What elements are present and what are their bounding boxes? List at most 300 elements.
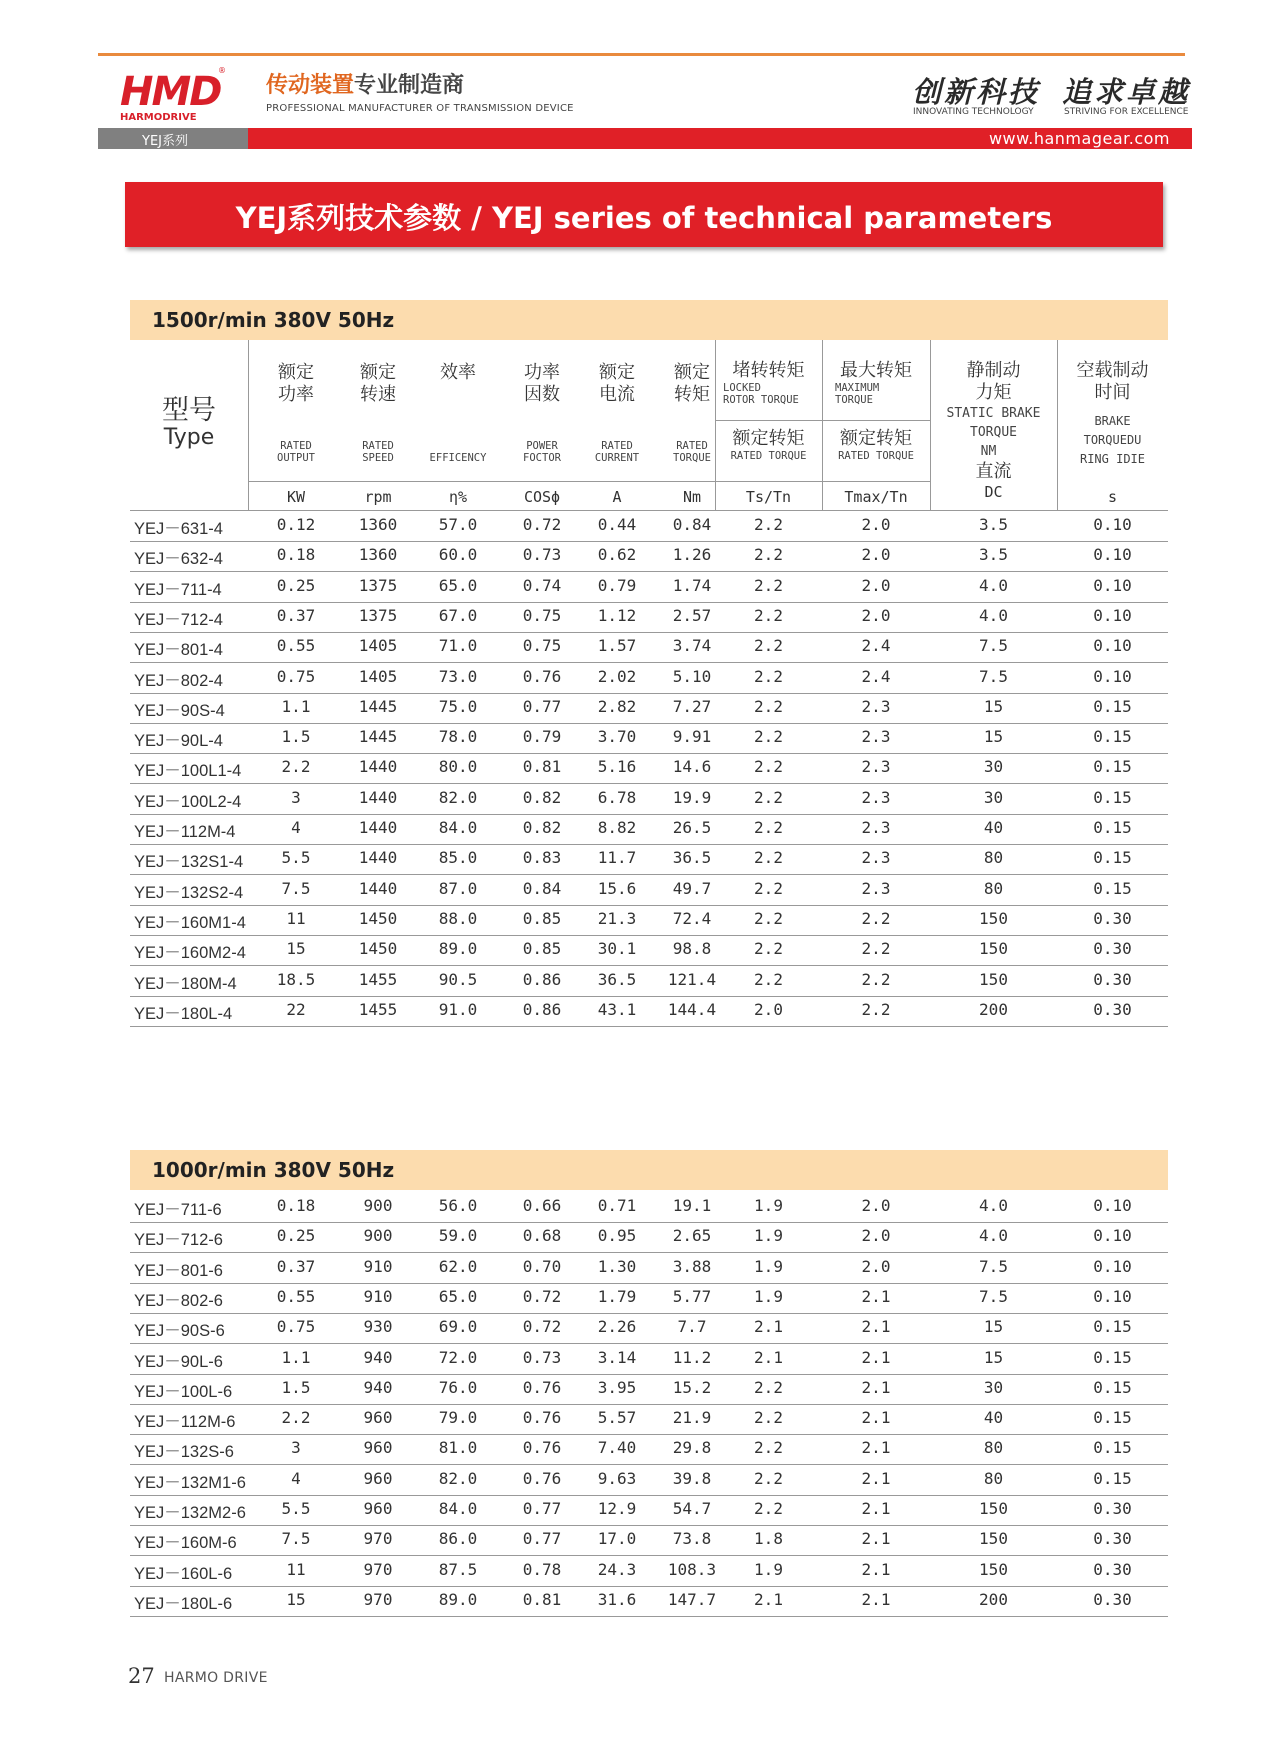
model-cell: YEJ－180L-6 bbox=[134, 1594, 233, 1613]
value-cell: 2.4 bbox=[861, 636, 891, 656]
unit-cos: COSϕ bbox=[523, 488, 561, 506]
value-cell: 2.1 bbox=[861, 1438, 891, 1458]
value-cell: 2.2 bbox=[754, 787, 783, 807]
value-cell: 15.2 bbox=[672, 1377, 712, 1397]
unit-kw: KW bbox=[286, 488, 306, 506]
value-cell: 5.57 bbox=[597, 1408, 637, 1428]
model-cell: YEJ－100L-6 bbox=[134, 1382, 233, 1401]
logo-text: HMD bbox=[120, 69, 221, 115]
value-cell: 0.30 bbox=[1093, 1589, 1132, 1609]
value-cell: 15 bbox=[286, 939, 306, 959]
value-cell: 0.15 bbox=[1093, 696, 1132, 716]
value-cell: 1.30 bbox=[597, 1256, 637, 1276]
value-cell: 85.0 bbox=[438, 848, 478, 868]
value-cell: 81.0 bbox=[438, 1438, 478, 1458]
table-row bbox=[130, 723, 1168, 754]
value-cell: 75.0 bbox=[438, 696, 478, 716]
value-cell: 0.18 bbox=[276, 545, 316, 565]
value-cell: 0.10 bbox=[1093, 1196, 1132, 1215]
value-cell: 17.0 bbox=[597, 1529, 637, 1549]
value-cell: 7.5 bbox=[281, 1529, 311, 1549]
value-cell: 0.82 bbox=[522, 818, 562, 837]
value-cell: 1440 bbox=[358, 818, 398, 837]
col-header-max-torque: 最大转矩 MAXIMUM TORQUE bbox=[835, 360, 912, 406]
value-cell: 900 bbox=[363, 1226, 393, 1246]
table-row bbox=[130, 966, 1168, 997]
value-cell: 1445 bbox=[358, 727, 398, 747]
table-row bbox=[130, 1586, 1168, 1617]
value-cell: 200 bbox=[979, 1589, 1008, 1609]
value-cell: 0.15 bbox=[1093, 1408, 1132, 1428]
value-cell: 0.83 bbox=[522, 848, 562, 868]
value-cell: 0.72 bbox=[522, 515, 562, 534]
value-cell: 0.18 bbox=[276, 1196, 316, 1215]
value-cell: 36.5 bbox=[672, 848, 712, 868]
table-row bbox=[130, 844, 1168, 875]
slogan-chinese bbox=[266, 73, 464, 99]
value-cell: 0.30 bbox=[1093, 999, 1132, 1019]
value-cell: 54.7 bbox=[672, 1499, 712, 1518]
value-cell: 21.3 bbox=[597, 908, 637, 928]
value-cell: 2.1 bbox=[861, 1347, 891, 1367]
value-cell: 2.1 bbox=[754, 1589, 783, 1609]
value-cell: 960 bbox=[363, 1408, 393, 1428]
value-cell: 4.0 bbox=[979, 575, 1008, 595]
value-cell: 11.2 bbox=[672, 1347, 712, 1367]
unit-amp: A bbox=[612, 488, 622, 506]
value-cell: 1.26 bbox=[672, 545, 712, 565]
value-cell: 2.2 bbox=[754, 848, 783, 868]
value-cell: 940 bbox=[363, 1377, 393, 1397]
model-cell: YEJ－712-6 bbox=[134, 1231, 223, 1250]
company-logo bbox=[120, 69, 224, 123]
col-header-torque: 额定 转矩 bbox=[674, 362, 710, 405]
value-cell: 1.9 bbox=[754, 1226, 783, 1246]
value-cell: 960 bbox=[363, 1468, 393, 1488]
value-cell: 76.0 bbox=[438, 1377, 478, 1397]
value-cell: 89.0 bbox=[438, 939, 478, 959]
value-cell: 2.1 bbox=[861, 1559, 891, 1579]
value-cell: 69.0 bbox=[438, 1317, 478, 1337]
value-cell: 22 bbox=[286, 999, 306, 1019]
value-cell: 14.6 bbox=[672, 757, 712, 777]
value-cell: 1.12 bbox=[597, 605, 637, 625]
value-cell: 0.37 bbox=[276, 1256, 316, 1276]
value-cell: 150 bbox=[979, 1529, 1008, 1549]
value-cell: 0.30 bbox=[1093, 939, 1132, 959]
model-cell: YEJ－132M2-6 bbox=[134, 1504, 246, 1522]
table-row bbox=[130, 753, 1168, 784]
model-cell: YEJ－132S2-4 bbox=[134, 883, 244, 902]
value-cell: 2.1 bbox=[861, 1377, 891, 1397]
value-cell: 84.0 bbox=[438, 818, 478, 837]
col-header-brake-time: 空载制动 时间 BRAKE TORQUEDU RING IDIE bbox=[1076, 360, 1149, 466]
value-cell: 0.15 bbox=[1093, 1377, 1132, 1397]
value-cell: 0.62 bbox=[597, 545, 637, 565]
value-cell: 59.0 bbox=[438, 1226, 478, 1246]
value-cell: 2.02 bbox=[597, 666, 637, 686]
value-cell: 1.57 bbox=[597, 636, 637, 656]
value-cell: 0.79 bbox=[597, 575, 637, 595]
value-cell: 0.10 bbox=[1093, 515, 1132, 534]
value-cell: 0.85 bbox=[522, 939, 562, 959]
value-cell: 150 bbox=[979, 939, 1008, 959]
value-cell: 65.0 bbox=[438, 1286, 478, 1306]
model-cell: YEJ－132S-6 bbox=[134, 1443, 234, 1462]
value-cell: 40 bbox=[983, 818, 1004, 837]
value-cell: 2.2 bbox=[754, 1377, 783, 1397]
value-cell: 0.75 bbox=[522, 605, 562, 625]
value-cell: 0.15 bbox=[1093, 818, 1132, 837]
value-cell: 0.81 bbox=[522, 1589, 562, 1609]
value-cell: 3.5 bbox=[979, 515, 1008, 534]
value-cell: 2.82 bbox=[597, 696, 637, 716]
table-row bbox=[130, 1253, 1168, 1284]
value-cell: 0.95 bbox=[597, 1226, 637, 1246]
model-cell: YEJ－160L-6 bbox=[134, 1564, 233, 1583]
type-header-en: Type bbox=[163, 425, 215, 450]
value-cell: 2.3 bbox=[861, 787, 891, 807]
value-cell: 0.15 bbox=[1093, 787, 1132, 807]
website-link[interactable]: www.hanmagear.com bbox=[988, 129, 1170, 148]
value-cell: 2.1 bbox=[861, 1286, 891, 1306]
value-cell: 1455 bbox=[358, 969, 398, 989]
table-row bbox=[130, 1192, 1168, 1223]
value-cell: 0.70 bbox=[522, 1256, 562, 1276]
motto-striving-en: STRIVING FOR EXCELLENCE bbox=[1064, 107, 1189, 117]
value-cell: 0.25 bbox=[276, 1226, 316, 1246]
type-header-cn: 型号 bbox=[162, 395, 216, 426]
model-cell: YEJ－802-6 bbox=[134, 1291, 223, 1310]
value-cell: 71.0 bbox=[438, 636, 478, 656]
table-row bbox=[130, 572, 1168, 603]
value-cell: 2.0 bbox=[861, 605, 891, 625]
value-cell: 0.74 bbox=[522, 575, 562, 595]
value-cell: 2.2 bbox=[861, 908, 891, 928]
table-row bbox=[130, 1222, 1168, 1253]
table-row bbox=[130, 1374, 1168, 1405]
value-cell: 150 bbox=[979, 908, 1008, 928]
value-cell: 0.37 bbox=[276, 605, 316, 625]
unit-ts-tn: Ts/Tn bbox=[745, 488, 792, 506]
table-row bbox=[130, 875, 1168, 906]
model-cell: YEJ－802-4 bbox=[134, 671, 223, 690]
value-cell: 57.0 bbox=[438, 515, 478, 534]
value-cell: 2.2 bbox=[754, 878, 783, 898]
value-cell: 5.16 bbox=[597, 757, 637, 777]
value-cell: 0.82 bbox=[522, 787, 562, 807]
model-cell: YEJ－90L-6 bbox=[134, 1352, 223, 1371]
value-cell: 1.5 bbox=[281, 727, 311, 747]
logo-subtext: HARMODRIVE bbox=[120, 112, 197, 123]
value-cell: 0.15 bbox=[1093, 1317, 1132, 1337]
col-header-output: 额定 功率 bbox=[278, 362, 314, 405]
value-cell: 7.27 bbox=[672, 696, 712, 716]
table-row bbox=[130, 602, 1168, 633]
value-cell: 0.76 bbox=[522, 1438, 562, 1458]
value-cell: 1.9 bbox=[754, 1256, 783, 1276]
model-cell: YEJ－160M-6 bbox=[134, 1534, 237, 1553]
registered-mark: ® bbox=[218, 66, 226, 75]
value-cell: 15 bbox=[983, 727, 1004, 747]
footer-brand: HARMO DRIVE bbox=[164, 1670, 268, 1686]
col-header-efficiency: 效率 bbox=[440, 362, 476, 383]
table-row bbox=[130, 663, 1168, 694]
col-header-static-brake: 静制动 力矩 STATIC BRAKE TORQUE NM 直流 DC bbox=[946, 360, 1041, 501]
value-cell: 150 bbox=[979, 1559, 1008, 1579]
value-cell: 0.10 bbox=[1093, 636, 1132, 656]
value-cell: 147.7 bbox=[667, 1589, 717, 1609]
value-cell: 65.0 bbox=[438, 575, 478, 595]
value-cell: 2.3 bbox=[861, 848, 891, 868]
model-cell: YEJ－712-4 bbox=[134, 610, 223, 629]
value-cell: 1360 bbox=[358, 515, 398, 534]
motto-innovating-en: INNOVATING TECHNOLOGY bbox=[913, 107, 1034, 117]
value-cell: 30 bbox=[983, 757, 1004, 777]
value-cell: 9.91 bbox=[672, 727, 712, 747]
value-cell: 0.76 bbox=[522, 1468, 562, 1488]
value-cell: 900 bbox=[363, 1196, 393, 1215]
value-cell: 2.0 bbox=[861, 575, 891, 595]
value-cell: 1.1 bbox=[281, 696, 311, 716]
value-cell: 19.9 bbox=[672, 787, 712, 807]
value-cell: 80 bbox=[983, 1438, 1004, 1458]
value-cell: 0.72 bbox=[522, 1317, 562, 1337]
value-cell: 1.79 bbox=[597, 1286, 637, 1306]
section-1000-bar bbox=[130, 1150, 1168, 1190]
value-cell: 0.30 bbox=[1093, 1499, 1132, 1518]
value-cell: 0.85 bbox=[522, 908, 562, 928]
value-cell: 2.4 bbox=[861, 666, 891, 686]
value-cell: 2.1 bbox=[754, 1317, 783, 1337]
value-cell: 0.68 bbox=[522, 1226, 562, 1246]
value-cell: 2.65 bbox=[672, 1226, 712, 1246]
top-rule bbox=[98, 53, 1185, 56]
value-cell: 0.15 bbox=[1093, 727, 1132, 747]
value-cell: 82.0 bbox=[438, 1468, 478, 1488]
value-cell: 960 bbox=[363, 1438, 393, 1458]
value-cell: 0.30 bbox=[1093, 969, 1132, 989]
model-cell: YEJ－160M2-4 bbox=[134, 944, 246, 963]
value-cell: 960 bbox=[363, 1499, 393, 1518]
value-cell: 79.0 bbox=[438, 1408, 478, 1428]
model-cell: YEJ－90S-4 bbox=[134, 701, 225, 720]
value-cell: 7.5 bbox=[281, 878, 311, 898]
value-cell: 2.2 bbox=[861, 939, 891, 959]
value-cell: 4.0 bbox=[979, 605, 1008, 625]
value-cell: 1440 bbox=[358, 878, 398, 898]
value-cell: 0.75 bbox=[522, 636, 562, 656]
value-cell: 3 bbox=[291, 787, 301, 807]
value-cell: 6.78 bbox=[597, 787, 637, 807]
col-header-speed: 额定 转速 bbox=[360, 362, 396, 405]
value-cell: 78.0 bbox=[438, 727, 478, 747]
value-cell: 73.0 bbox=[438, 666, 478, 686]
value-cell: 2.2 bbox=[754, 908, 783, 928]
value-cell: 80 bbox=[983, 848, 1004, 868]
table-row bbox=[130, 905, 1168, 936]
table-row bbox=[130, 1313, 1168, 1344]
value-cell: 1.5 bbox=[281, 1377, 311, 1397]
value-cell: 2.2 bbox=[754, 1499, 783, 1518]
value-cell: 0.76 bbox=[522, 666, 562, 686]
value-cell: 15.6 bbox=[597, 878, 637, 898]
value-cell: 2.2 bbox=[861, 999, 891, 1019]
value-cell: 970 bbox=[363, 1559, 393, 1579]
page-title: YEJ系列技术参数 / YEJ series of technical parameters bbox=[235, 201, 1053, 235]
table-row bbox=[130, 632, 1168, 663]
value-cell: 89.0 bbox=[438, 1589, 478, 1609]
model-cell: YEJ－112M-6 bbox=[134, 1413, 236, 1432]
value-cell: 39.8 bbox=[672, 1468, 712, 1488]
model-cell: YEJ－711-6 bbox=[134, 1201, 222, 1219]
value-cell: 2.0 bbox=[861, 515, 891, 534]
section-1500-bar bbox=[130, 300, 1168, 340]
value-cell: 0.86 bbox=[522, 999, 562, 1019]
value-cell: 0.15 bbox=[1093, 878, 1132, 898]
value-cell: 40 bbox=[983, 1408, 1004, 1428]
value-cell: 3.95 bbox=[597, 1377, 637, 1397]
value-cell: 0.71 bbox=[597, 1196, 637, 1215]
value-cell: 62.0 bbox=[438, 1256, 478, 1276]
table-row bbox=[130, 1495, 1168, 1526]
value-cell: 2.1 bbox=[754, 1347, 783, 1367]
table-row bbox=[130, 935, 1168, 966]
value-cell: 2.3 bbox=[861, 878, 891, 898]
value-cell: 0.25 bbox=[276, 575, 316, 595]
value-cell: 0.15 bbox=[1093, 1438, 1132, 1458]
value-cell: 2.2 bbox=[754, 605, 783, 625]
value-cell: 0.10 bbox=[1093, 605, 1132, 625]
value-cell: 1375 bbox=[358, 575, 398, 595]
value-cell: 7.40 bbox=[597, 1438, 637, 1458]
value-cell: 67.0 bbox=[438, 605, 478, 625]
value-cell: 72.4 bbox=[672, 908, 712, 928]
model-cell: YEJ－100L1-4 bbox=[134, 762, 242, 781]
table-header: 型号 Type 额定 功率 RATED OUTPUT KW 额定 转速 RATED SPEED rpm 效率 EFFICENCY η% 功率 因数 POWER FOCTOR COSϕ 额定 电流 RATED CURRENT A 额定 转矩 RATED TORQUE Nm 堵转转矩 LOCKED ROTOR TORQUE 额定转矩 RATED TORQUE Ts/Tn 最大转矩 MAXIMUM TORQUE 额定转矩 RATED TORQUE Tmax/Tn 静制动 力矩 STATIC BRAKE TORQUE NM 直流 DC 空载制动 时间 BRAKE TORQUEDU RING IDIE s bbox=[130, 340, 1168, 511]
value-cell: 11.7 bbox=[597, 848, 637, 868]
value-cell: 2.2 bbox=[754, 818, 783, 837]
model-cell: YEJ－100L2-4 bbox=[134, 792, 242, 811]
value-cell: 9.63 bbox=[597, 1468, 637, 1488]
value-cell: 0.10 bbox=[1093, 666, 1132, 686]
value-cell: 0.86 bbox=[522, 969, 562, 989]
value-cell: 2.2 bbox=[754, 575, 783, 595]
model-cell: YEJ－90L-4 bbox=[134, 732, 223, 751]
col-header-current: 额定 电流 bbox=[599, 362, 635, 405]
table-row bbox=[130, 511, 1168, 542]
value-cell: 29.8 bbox=[672, 1438, 712, 1458]
value-cell: 80 bbox=[983, 878, 1004, 898]
website-bar bbox=[248, 128, 1192, 149]
value-cell: 1405 bbox=[358, 666, 398, 686]
value-cell: 1445 bbox=[358, 696, 398, 716]
col-header-power-factor: 功率 因数 bbox=[524, 362, 560, 405]
value-cell: 0.10 bbox=[1093, 1286, 1132, 1306]
col-header-locked-torque: 堵转转矩 LOCKED ROTOR TORQUE bbox=[723, 360, 805, 406]
value-cell: 1.1 bbox=[281, 1347, 311, 1367]
value-cell: 4.0 bbox=[979, 1226, 1008, 1246]
value-cell: 144.4 bbox=[667, 999, 717, 1019]
value-cell: 0.55 bbox=[276, 636, 316, 656]
unit-seconds: s bbox=[1107, 488, 1118, 506]
value-cell: 2.26 bbox=[597, 1317, 637, 1337]
series-tab-label: YEJ系列 bbox=[142, 134, 188, 149]
value-cell: 11 bbox=[286, 1559, 306, 1579]
value-cell: 72.0 bbox=[438, 1347, 478, 1367]
model-cell: YEJ－631-4 bbox=[134, 520, 223, 538]
value-cell: 930 bbox=[363, 1317, 393, 1337]
value-cell: 7.5 bbox=[979, 1286, 1008, 1306]
motto-striving-cn: 追求卓越 bbox=[1062, 75, 1191, 109]
table-row bbox=[130, 1525, 1168, 1556]
value-cell: 3.88 bbox=[672, 1256, 712, 1276]
value-cell: 5.5 bbox=[281, 848, 311, 868]
table-row bbox=[130, 1283, 1168, 1314]
value-cell: 970 bbox=[363, 1529, 393, 1549]
value-cell: 12.9 bbox=[597, 1499, 637, 1518]
value-cell: 7.5 bbox=[979, 636, 1008, 656]
value-cell: 2.57 bbox=[672, 605, 712, 625]
value-cell: 31.6 bbox=[597, 1589, 637, 1609]
value-cell: 0.15 bbox=[1093, 1347, 1132, 1367]
value-cell: 73.8 bbox=[672, 1529, 712, 1549]
table-row bbox=[130, 814, 1168, 845]
value-cell: 0.76 bbox=[522, 1377, 562, 1397]
value-cell: 11 bbox=[286, 908, 306, 928]
value-cell: 60.0 bbox=[438, 545, 478, 565]
model-cell: YEJ－132S1-4 bbox=[134, 853, 244, 872]
model-cell: YEJ－632-4 bbox=[134, 550, 223, 569]
value-cell: 30.1 bbox=[597, 939, 637, 959]
model-cell: YEJ－132M1-6 bbox=[134, 1473, 246, 1492]
value-cell: 0.77 bbox=[522, 1529, 562, 1549]
value-cell: 1.9 bbox=[754, 1286, 783, 1306]
value-cell: 4.0 bbox=[979, 1196, 1008, 1215]
value-cell: 4 bbox=[291, 818, 301, 837]
value-cell: 80 bbox=[983, 1468, 1004, 1488]
unit-nm: Nm bbox=[682, 488, 702, 506]
value-cell: 1440 bbox=[358, 757, 398, 777]
value-cell: 2.1 bbox=[861, 1468, 891, 1488]
value-cell: 0.30 bbox=[1093, 1559, 1132, 1579]
value-cell: 2.2 bbox=[861, 969, 891, 989]
value-cell: 1.74 bbox=[672, 575, 712, 595]
value-cell: 19.1 bbox=[672, 1196, 712, 1215]
value-cell: 15 bbox=[983, 1317, 1004, 1337]
value-cell: 5.5 bbox=[281, 1499, 311, 1518]
value-cell: 0.44 bbox=[597, 515, 637, 534]
value-cell: 18.5 bbox=[276, 969, 316, 989]
value-cell: 2.0 bbox=[861, 1196, 891, 1215]
model-cell: YEJ－711-4 bbox=[134, 580, 222, 599]
value-cell: 3.14 bbox=[597, 1347, 637, 1367]
value-cell: 7.7 bbox=[677, 1317, 707, 1337]
value-cell: 0.77 bbox=[522, 696, 562, 716]
value-cell: 2.2 bbox=[754, 696, 783, 716]
value-cell: 2.3 bbox=[861, 727, 891, 747]
value-cell: 0.55 bbox=[276, 1286, 316, 1306]
value-cell: 200 bbox=[979, 999, 1008, 1019]
table-row bbox=[130, 996, 1168, 1027]
value-cell: 2.0 bbox=[754, 999, 783, 1019]
value-cell: 0.78 bbox=[522, 1559, 562, 1579]
value-cell: 1450 bbox=[358, 908, 398, 928]
page-number: 27 bbox=[128, 1664, 155, 1688]
slogan-cn-part1: 传动装置 bbox=[266, 73, 355, 98]
value-cell: 87.5 bbox=[438, 1559, 478, 1579]
value-cell: 2.2 bbox=[754, 757, 783, 777]
